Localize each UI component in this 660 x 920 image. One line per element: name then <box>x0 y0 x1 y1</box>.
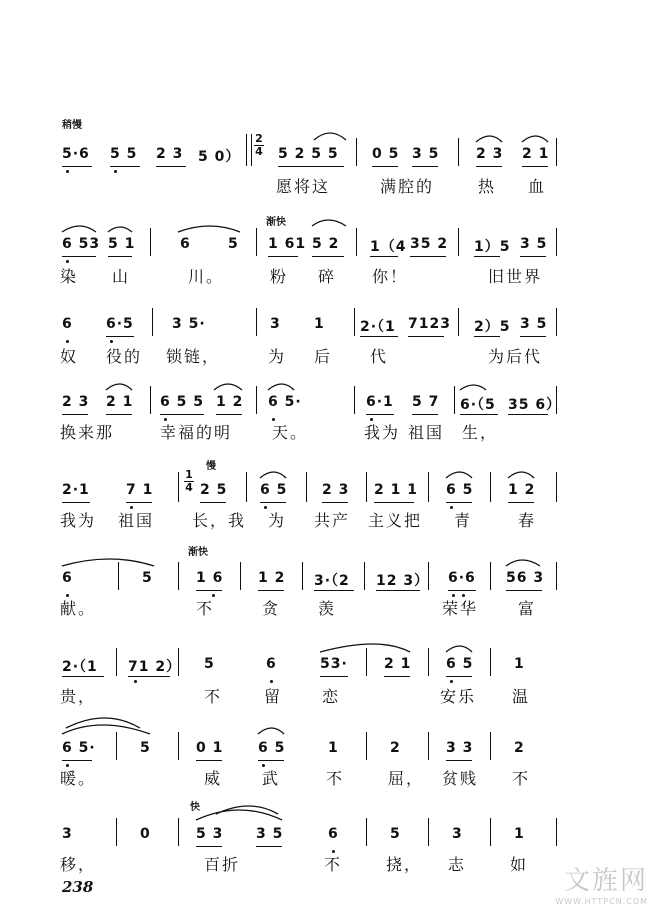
notation-group: 0 1 <box>196 740 224 756</box>
lyric-text: 恋 <box>322 687 341 706</box>
lyric-text: 贫贱 <box>442 769 479 788</box>
notation-group: 7123 <box>408 316 451 332</box>
notation-group: 3 3 <box>446 740 474 756</box>
bar-line <box>116 648 117 676</box>
beam-underline <box>314 590 354 591</box>
low-octave-dot <box>130 506 133 509</box>
lyric-text: 贪 <box>262 599 281 618</box>
low-octave-dot <box>114 170 117 173</box>
lyric-text: 羡 <box>318 599 337 618</box>
bar-line <box>150 386 151 414</box>
slur-arc <box>108 227 132 232</box>
bar-line <box>178 562 179 590</box>
low-octave-dot <box>66 594 69 597</box>
beam-underline <box>196 760 222 761</box>
notation-group: 5 <box>228 236 239 252</box>
low-octave-dot <box>272 418 275 421</box>
notation-group: 2 3 <box>62 394 90 410</box>
bar-line <box>458 308 459 336</box>
low-octave-dot <box>370 418 373 421</box>
beam-underline <box>258 590 284 591</box>
beam-underline <box>412 166 438 167</box>
bar-line <box>178 818 179 846</box>
beam-underline <box>260 502 286 503</box>
lyric-text: 你！ <box>372 267 409 286</box>
notation-group: 1 2 <box>258 570 286 586</box>
low-octave-dot <box>164 418 167 421</box>
slur-arc <box>312 220 346 226</box>
notation-group: 3 5 <box>412 146 440 162</box>
notation-group: 5 <box>204 656 215 672</box>
slur-arc <box>268 384 294 390</box>
beam-underline <box>196 590 222 591</box>
lyric-text: 满腔的 <box>380 177 435 196</box>
low-octave-dot <box>134 680 137 683</box>
notation-group: 12 3） <box>376 573 430 589</box>
notation-group: 5 <box>142 570 153 586</box>
watermark-logo: 文旌网 <box>563 866 648 896</box>
beam-underline <box>62 760 92 761</box>
beam-underline <box>522 166 548 167</box>
bar-line <box>356 138 357 166</box>
beam-underline <box>370 256 398 257</box>
notation-group: 5 1 <box>108 236 136 252</box>
bar-line <box>354 386 355 414</box>
time-signature: 2 4 <box>255 132 263 158</box>
low-octave-dot <box>66 260 69 263</box>
lyric-text: 旧世界 <box>488 267 543 286</box>
notation-group: 2·（1 <box>62 659 98 675</box>
page-number: 238 <box>62 878 94 896</box>
beam-underline <box>62 676 104 677</box>
notation-group: 5·6 <box>62 146 90 162</box>
bar-line <box>556 308 557 336</box>
lyric-text: 百折 <box>204 855 241 874</box>
lyric-text: 为后代 <box>488 347 543 366</box>
notation-group: 6 5 <box>446 482 474 498</box>
slur-arc <box>446 472 472 478</box>
notation-group: 1 <box>314 316 325 332</box>
bar-line <box>256 386 257 414</box>
tempo-mark: 慢 <box>206 461 216 472</box>
beam-underline <box>372 166 398 167</box>
slur-arc <box>446 646 472 652</box>
beam-underline <box>62 256 96 257</box>
notation-group: 5 2 5 5 <box>278 146 339 162</box>
bar-line <box>490 732 491 760</box>
bar-line <box>490 648 491 676</box>
lyric-text: 不 <box>512 769 531 788</box>
beam-underline <box>360 336 398 337</box>
bar-line <box>152 308 153 336</box>
bar-line <box>366 472 367 502</box>
beam-underline <box>62 502 90 503</box>
notation-group: 2）5 <box>474 319 511 335</box>
bar-line <box>458 138 459 166</box>
watermark <box>555 860 648 906</box>
low-octave-dot <box>332 850 335 853</box>
beam-underline <box>196 846 222 847</box>
beam-underline <box>408 336 444 337</box>
slur-arc <box>522 136 548 142</box>
beam-underline <box>126 502 152 503</box>
beam-underline <box>156 166 186 167</box>
lyric-text: 不 <box>204 687 223 706</box>
lyric-text: 如 <box>510 855 529 874</box>
beam-underline <box>508 414 548 415</box>
notation-group: 6 <box>62 570 73 586</box>
lyric-text: 祖国 <box>408 423 445 442</box>
beam-underline <box>256 846 282 847</box>
bar-line <box>428 818 429 846</box>
beam-underline <box>374 502 414 503</box>
notation-group: 2 3 <box>476 146 504 162</box>
lyric-text: 长，我 <box>192 511 247 530</box>
notation-group: 6 5 5 <box>160 394 204 410</box>
bar-line <box>366 732 367 760</box>
notation-group: 5 <box>140 740 151 756</box>
lyric-text: 不 <box>324 855 343 874</box>
lyric-text: 祖国 <box>118 511 155 530</box>
tempo-mark: 稍慢 <box>62 120 82 131</box>
bar-line <box>302 562 303 590</box>
notation-group: 6 53 <box>62 236 101 252</box>
bar-line <box>118 562 119 590</box>
beam-underline <box>446 502 472 503</box>
low-octave-dot <box>264 506 267 509</box>
beam-underline <box>474 256 500 257</box>
low-octave-dot <box>462 594 465 597</box>
notation-group: 6 5 <box>258 740 286 756</box>
bar-line <box>556 472 557 502</box>
notation-group: 0 <box>140 826 151 842</box>
beam-underline <box>410 256 446 257</box>
notation-group: 5 5 <box>110 146 138 162</box>
lyric-text: 我为 <box>364 423 401 442</box>
beam-underline <box>476 166 502 167</box>
lyric-text: 为 <box>268 511 287 530</box>
notation-group: 3 5· <box>172 316 206 332</box>
bar-line <box>428 562 429 590</box>
bar-line <box>356 228 357 256</box>
slur-arc <box>506 560 540 566</box>
notation-group: 1 2 <box>508 482 536 498</box>
notation-group: 6 5· <box>268 394 302 410</box>
lyric-text: 暖。 <box>60 769 97 788</box>
lyric-text: 我为 <box>60 511 97 530</box>
notation-group: 6 5 <box>446 656 474 672</box>
bar-line <box>428 472 429 502</box>
lyric-text: 热 <box>478 177 497 196</box>
lyric-text: 愿将这 <box>276 177 331 196</box>
low-octave-dot <box>262 764 265 767</box>
notation-group: 1 <box>514 656 525 672</box>
slur-arc <box>260 472 286 478</box>
notation-group: 3 5 <box>520 236 548 252</box>
bar-line <box>354 308 355 336</box>
beam-underline <box>268 256 298 257</box>
beam-underline <box>506 590 542 591</box>
bar-line <box>306 472 307 502</box>
bar-line <box>556 228 557 256</box>
lyric-text: 役的 <box>106 347 143 366</box>
beam-underline <box>320 676 348 677</box>
lyric-text: 染 <box>60 267 79 286</box>
lyric-text: 移， <box>60 855 97 874</box>
slur-arc <box>216 806 278 814</box>
lyric-text: 生， <box>462 423 499 442</box>
beam-underline <box>160 414 204 415</box>
bar-line <box>458 228 459 256</box>
bar-line <box>454 386 455 414</box>
notation-group: 3 5 <box>520 316 548 332</box>
low-octave-dot <box>66 340 69 343</box>
bar-line <box>490 472 491 502</box>
bar-line <box>428 732 429 760</box>
lyric-text: 代 <box>370 347 389 366</box>
bar-line <box>556 386 557 414</box>
lyric-text: 碎 <box>318 267 337 286</box>
beam-underline <box>108 256 132 257</box>
lyric-text: 幸福的明 <box>160 423 233 442</box>
low-octave-dot <box>110 340 113 343</box>
notation-group: 3 <box>62 826 73 842</box>
lyric-text: 青 <box>454 511 473 530</box>
beam-underline <box>216 414 242 415</box>
notation-group: 2 3 <box>322 482 350 498</box>
bar-line <box>556 818 557 846</box>
lyric-text: 荣华 <box>442 599 479 618</box>
lyric-text: 山 <box>112 267 131 286</box>
lyric-text: 威 <box>204 769 223 788</box>
slur-arc <box>320 644 410 652</box>
bar-line <box>556 562 557 590</box>
notation-group: 3 <box>270 316 281 332</box>
tempo-mark: 快 <box>190 802 200 813</box>
notation-group: 2 <box>514 740 525 756</box>
bar-line <box>178 472 179 502</box>
lyric-text: 志 <box>448 855 467 874</box>
beam-underline <box>384 676 410 677</box>
lyric-text: 屈， <box>388 769 425 788</box>
lyric-text: 共产 <box>314 511 351 530</box>
bar-line <box>150 228 151 256</box>
lyric-text: 锁链， <box>166 347 221 366</box>
beam-underline <box>446 760 472 761</box>
lyric-text: 换来那 <box>60 423 115 442</box>
beam-underline <box>62 414 88 415</box>
low-octave-dot <box>66 764 69 767</box>
notation-group: 53· <box>320 656 348 672</box>
notation-group: 1）5 <box>474 239 511 255</box>
notation-group: 7 1 <box>126 482 154 498</box>
notation-group: 5 2 <box>312 236 340 252</box>
notation-group: 2 5 <box>200 482 228 498</box>
notation-group: 1 <box>328 740 339 756</box>
beam-underline <box>446 676 472 677</box>
bar-line <box>366 818 367 846</box>
low-octave-dot <box>450 506 453 509</box>
bar-line <box>116 818 117 846</box>
beam-underline <box>520 256 546 257</box>
beam-underline <box>412 414 438 415</box>
lyric-text: 血 <box>528 177 547 196</box>
lyric-text: 富 <box>518 599 537 618</box>
notation-group: 1（4 <box>370 239 407 255</box>
lyric-text: 温 <box>512 687 531 706</box>
bar-line <box>256 228 257 256</box>
notation-group: 3·（2 <box>314 573 350 589</box>
slur-arc <box>62 725 150 734</box>
lyric-text: 奴 <box>60 347 79 366</box>
slur-arc <box>62 559 154 566</box>
bar-line <box>178 732 179 760</box>
slur-arc <box>66 718 140 728</box>
notation-group: 2 <box>390 740 401 756</box>
slur-arc <box>178 226 240 232</box>
notation-group: 1 6 <box>196 570 224 586</box>
tempo-mark: 渐快 <box>188 547 208 558</box>
lyric-text: 不 <box>326 769 345 788</box>
notation-group: 5 <box>390 826 401 842</box>
lyric-text: 安乐 <box>440 687 477 706</box>
beam-underline <box>110 166 140 167</box>
lyric-text: 川。 <box>188 267 225 286</box>
notation-group: 1 2 <box>216 394 244 410</box>
beam-underline <box>106 414 132 415</box>
low-octave-dot <box>270 680 273 683</box>
notation-group: 2 1 <box>384 656 412 672</box>
notation-group: 1 <box>514 826 525 842</box>
notation-group: 5 0） <box>198 149 241 165</box>
beam-underline <box>278 166 344 167</box>
double-bar-line <box>246 134 252 166</box>
lyric-text: 武 <box>262 769 281 788</box>
beam-underline <box>366 414 394 415</box>
notation-group: 6·（5 <box>460 397 496 413</box>
slur-arc <box>476 136 502 142</box>
beam-underline <box>460 414 498 415</box>
lyric-text: 主义把 <box>368 511 423 530</box>
notation-group: 6 5· <box>62 740 96 756</box>
bar-line <box>246 472 247 502</box>
bar-line <box>490 818 491 846</box>
notation-group: 6 <box>266 656 277 672</box>
notation-group: 6 5 <box>260 482 288 498</box>
slur-arc <box>258 728 284 734</box>
notation-group: 2 3 <box>156 146 184 162</box>
notation-group: 56 3 <box>506 570 545 586</box>
watermark-url: WWW.HTTPCN.COM <box>555 897 648 906</box>
notation-group: 6 <box>328 826 339 842</box>
lyric-text: 留 <box>264 687 283 706</box>
notation-group: 6·6 <box>448 570 476 586</box>
bar-line <box>240 562 241 590</box>
lyric-text: 为 <box>268 347 287 366</box>
low-octave-dot <box>452 594 455 597</box>
beam-underline <box>62 166 92 167</box>
lyric-text: 挠， <box>386 855 423 874</box>
low-octave-dot <box>450 680 453 683</box>
notation-group: 1 61 <box>268 236 307 252</box>
slur-arc <box>106 384 132 390</box>
beam-underline <box>258 760 284 761</box>
low-octave-dot <box>212 594 215 597</box>
beam-underline <box>448 590 476 591</box>
lyric-text: 后 <box>314 347 333 366</box>
notation-group: 5 7 <box>412 394 440 410</box>
beam-underline <box>520 336 546 337</box>
low-octave-dot <box>66 170 69 173</box>
beam-underline <box>376 590 420 591</box>
notation-group: 3 5 <box>256 826 284 842</box>
beam-underline <box>312 256 344 257</box>
notation-group: 71 2） <box>128 659 182 675</box>
notation-group: 0 5 <box>372 146 400 162</box>
notation-group: 35 2 <box>410 236 449 252</box>
bar-line <box>116 732 117 760</box>
notation-group: 6·1 <box>366 394 394 410</box>
notation-group: 3 <box>452 826 463 842</box>
beam-underline <box>508 502 534 503</box>
notation-group: 5 3 <box>196 826 224 842</box>
slur-arc <box>314 133 346 140</box>
notation-group: 35 6） <box>508 397 562 413</box>
time-signature: 1 4 <box>185 468 193 494</box>
slur-arc <box>214 384 242 390</box>
bar-line <box>364 562 365 590</box>
beam-underline <box>128 676 170 677</box>
slur-arc <box>460 385 486 390</box>
beam-underline <box>474 336 500 337</box>
beam-underline <box>200 502 226 503</box>
lyric-text: 粉 <box>270 267 289 286</box>
notation-group: 2 1 <box>522 146 550 162</box>
bar-line <box>256 308 257 336</box>
bar-line <box>178 648 179 676</box>
lyric-text: 献。 <box>60 599 97 618</box>
slur-arc <box>62 226 96 232</box>
lyric-text: 贵， <box>60 687 97 706</box>
lyric-text: 天。 <box>272 423 309 442</box>
bar-line <box>556 138 557 166</box>
beam-underline <box>106 336 134 337</box>
bar-line <box>366 648 367 676</box>
tempo-mark: 渐快 <box>266 217 286 228</box>
bar-line <box>428 648 429 676</box>
slur-arc <box>508 472 534 478</box>
notation-group: 6·5 <box>106 316 134 332</box>
notation-group: 6 <box>62 316 73 332</box>
notation-group: 2 1 <box>106 394 134 410</box>
notation-group: 6 <box>180 236 191 252</box>
beam-underline <box>322 502 348 503</box>
lyric-text: 不 <box>196 599 215 618</box>
slur-arc <box>196 810 282 820</box>
lyric-text: 春 <box>518 511 537 530</box>
notation-group: 2·（1 <box>360 319 396 335</box>
bar-line <box>490 562 491 590</box>
notation-group: 2 1 1 <box>374 482 418 498</box>
notation-group: 2·1 <box>62 482 90 498</box>
